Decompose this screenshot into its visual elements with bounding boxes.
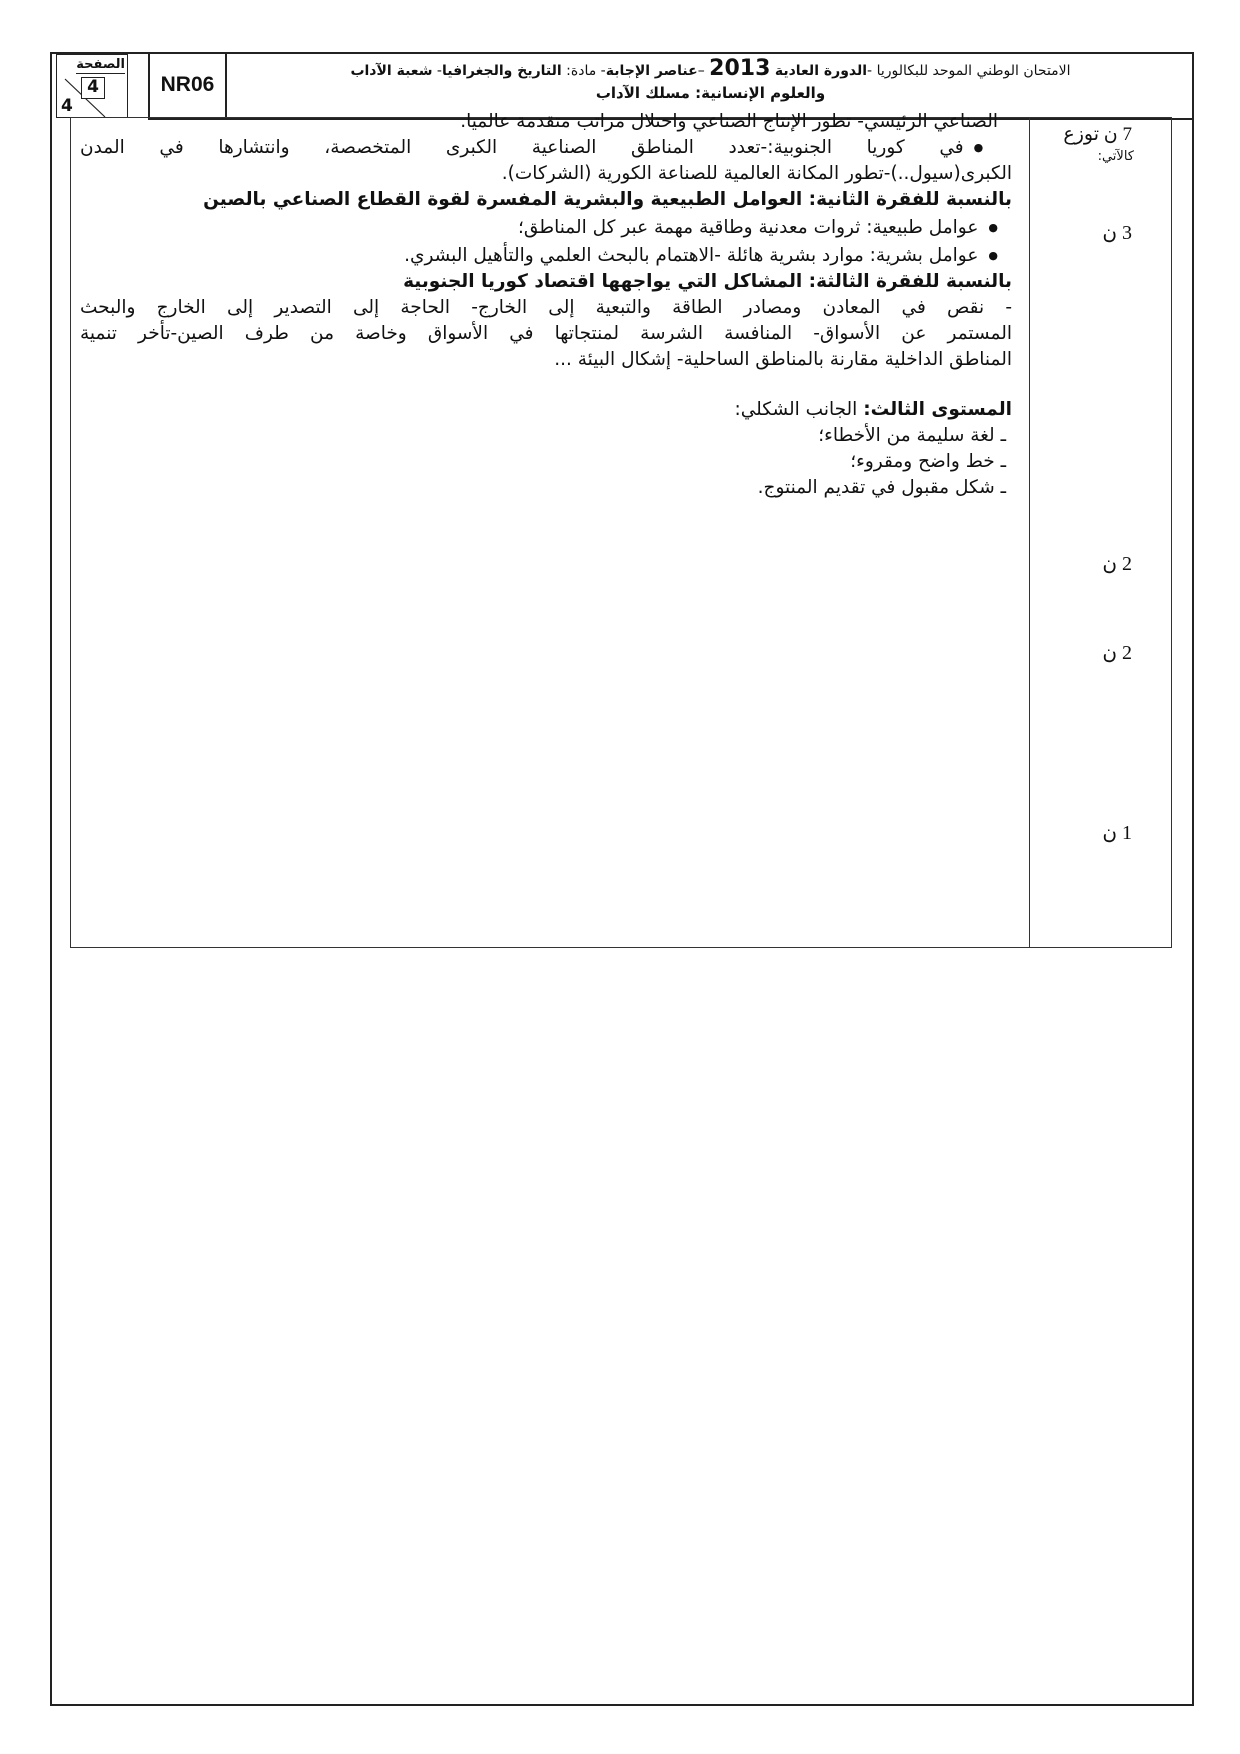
exam-year: 2013	[709, 56, 771, 81]
branch-name: شعبة الآداب	[350, 63, 433, 79]
answer-content	[80, 111, 1012, 948]
problems-line-3: المناطق الداخلية مقارنة بالمناطق الساحلية- إشكال البيئة ...	[554, 349, 1012, 370]
natural-factors-item	[80, 215, 1012, 243]
bullet-natural	[978, 215, 998, 236]
korea-line-2: الكبرى(سيول..)-تطور المكانة العالمية للصناعة الكورية (الشركات).	[501, 163, 1012, 184]
mark-distribution-note: كالآتي:	[1097, 149, 1134, 164]
column-divider	[1029, 117, 1030, 948]
cut-off-line: الصناعي الرئيسي- تطور الإنتاج الصناعي واحتلال مراتب متقدمة عالميا.	[460, 111, 998, 132]
page-total: 4	[61, 96, 73, 116]
human-factors-text: عوامل بشرية: موارد بشرية هائلة -الاهتمام بالبحث العلمي والتأهيل البشري.	[404, 245, 979, 266]
mark-2-points-b: 2 ن	[1102, 642, 1132, 664]
exam-code: NR06	[148, 52, 225, 120]
bullet-korea	[964, 135, 1012, 156]
level-3-item-2: ـ خط واضح ومقروء؛	[850, 451, 1006, 472]
subject-label: مادة:	[566, 63, 597, 79]
exam-session: الدورة العادية	[774, 63, 868, 79]
natural-factors-text: عوامل طبيعية: ثروات معدنية وطاقية مهمة عبر كل المناطق؛	[518, 217, 979, 238]
bullet-human	[978, 243, 998, 264]
problems-line-1: - نقص في المعادن ومصادر الطاقة والتبعية إلى الخارج- الحاجة إلى التصدير إلى الخارج والبحث	[80, 297, 1012, 318]
exam-header: الامتحان الوطني الموحد للبكالوريا -الدورة العادية 2013 –عناصر الإجابة- مادة: التاريخ والجغرافيا- شعبة الآداب والعلوم الإنسانية: مسلك الآداب	[225, 52, 1194, 120]
page-label: الصفحة	[76, 57, 125, 72]
track-line: والعلوم الإنسانية: مسلك الآداب	[595, 84, 826, 102]
mark-1-point: 1 ن	[1102, 822, 1132, 844]
mark-3-points: 3 ن	[1102, 222, 1132, 244]
level-3-subtitle: الجانب الشكلي:	[734, 399, 858, 420]
problems-line-2: المستمر عن الأسواق- المنافسة الشرسة لمنتجاتها في الأسواق وخاصة من طرف الصين-تأخر تنمية	[80, 323, 1012, 344]
mark-2-points-a: 2 ن	[1102, 553, 1132, 575]
paragraph-3-title: بالنسبة للفقرة الثالثة: المشاكل التي يواجهها اقتصاد كوريا الجنوبية	[403, 271, 1012, 292]
level-3-title: المستوى الثالث:	[863, 399, 1012, 420]
exam-title: الامتحان الوطني الموحد للبكالوريا	[876, 63, 1071, 79]
mark-7-points: 7 ن توزع	[1063, 124, 1132, 145]
level-3-item-3: ـ شكل مقبول في تقديم المنتوج.	[757, 477, 1006, 498]
korea-line-1	[80, 135, 1012, 163]
marks-column	[1031, 117, 1172, 948]
level-3-item-1: ـ لغة سليمة من الأخطاء؛	[818, 425, 1006, 446]
page-current: 4	[81, 77, 105, 99]
answer-elements-label: عناصر الإجابة	[605, 63, 698, 79]
subject-name: التاريخ والجغرافيا	[441, 63, 562, 79]
human-factors-item	[80, 243, 1012, 271]
level-3-heading	[80, 397, 1012, 423]
korea-line-1-text: في كوريا الجنوبية:-تعدد المناطق الصناعية الكبرى المتخصصة، وانتشارها في المدن	[80, 137, 964, 158]
paragraph-2-title: بالنسبة للفقرة الثانية: العوامل الطبيعية والبشرية المفسرة لقوة القطاع الصناعي بالصين	[203, 189, 1012, 210]
